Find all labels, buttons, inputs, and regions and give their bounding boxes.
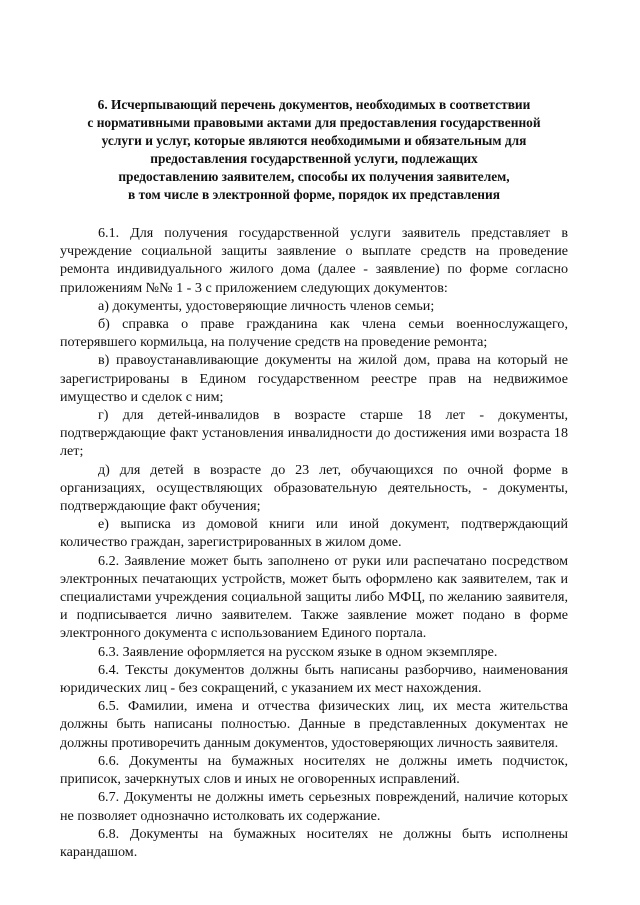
paragraph-6-6: 6.6. Документы на бумажных носителях не должны иметь подчисток, приписок, зачеркнутых слов и иных не оговоренных исправлений. (60, 752, 568, 788)
list-item-e: е) выписка из домовой книги или иной документ, подтверждающий количество граждан, зарегистрированных в жилом доме. (60, 516, 568, 551)
paragraph-6-1: 6.1. Для получения государственной услуги заявитель представляет в учреждение социальной защиты заявление о выплате средств на проведение ремонта индивидуального жилого дома (далее - заявление) по форме согласно приложениям №№ 1 - 3 с приложением следующих документов: (60, 225, 568, 296)
paragraph-6-2: 6.2. Заявление может быть заполнено от руки или распечатано посредством электронных печатающих устройств, может быть оформлено как заявителем, так и специалистами учреждения социальной защиты либо МФЦ, по желанию заявителя, и подписывается лично заявителем. Также заявление может подано в форме электронного документа с использованием Единого портала. (60, 552, 568, 642)
heading-line: в том числе в электронной форме, порядок их представления (128, 187, 500, 202)
heading-line: с нормативными правовыми актами для предоставления государственной (87, 115, 541, 130)
heading-line: предоставлению заявителем, способы их получения заявителем, (118, 169, 510, 184)
list-item-g: г) для детей-инвалидов в возрасте старше 18 лет - документы, подтверждающие факт установления инвалидности до достижения ими возраста 18 лет; (60, 407, 568, 460)
list-item-b: б) справка о праве гражданина как члена семьи военнослужащего, потерявшего кормильца, на получение средств на проведение ремонта; (60, 316, 568, 351)
section-heading (60, 96, 568, 204)
paragraph-6-8: 6.8. Документы на бумажных носителях не должны быть исполнены карандашом. (60, 825, 568, 860)
document-body (60, 224, 568, 861)
paragraph-6-4: 6.4. Тексты документов должны быть написаны разборчиво, наименования юридических лиц - без сокращений, с указанием их мест нахождения. (60, 661, 568, 697)
heading-line: 6. Исчерпывающий перечень документов, необходимых в соответствии (97, 97, 531, 112)
list-item-v: в) правоустанавливающие документы на жилой дом, права на который не зарегистрированы в Едином государственном реестре прав на недвижимое имущество и сделок с ним; (60, 352, 568, 405)
paragraph-6-3: 6.3. Заявление оформляется на русском языке в одном экземпляре. (98, 643, 498, 660)
paragraph-6-5: 6.5. Фамилии, имена и отчества физических лиц, их места жительства должны быть написаны полностью. Данные в представленных документах не должны противоречить данным документов, удостоверяющих личность заявителя. (60, 698, 568, 751)
list-item-a: а) документы, удостоверяющие личность членов семьи; (98, 297, 435, 314)
heading-line: предоставления государственной услуги, подлежащих (150, 151, 478, 166)
list-item-d: д) для детей в возрасте до 23 лет, обучающихся по очной форме в организациях, осуществляющих образовательную деятельность, - документы, подтверждающие факт обучения; (60, 461, 568, 515)
heading-line: услуги и услуг, которые являются необходимыми и обязательным для (101, 133, 527, 148)
paragraph-6-7: 6.7. Документы не должны иметь серьезных повреждений, наличие которых не позволяет однозначно истолковать их содержание. (60, 789, 568, 824)
